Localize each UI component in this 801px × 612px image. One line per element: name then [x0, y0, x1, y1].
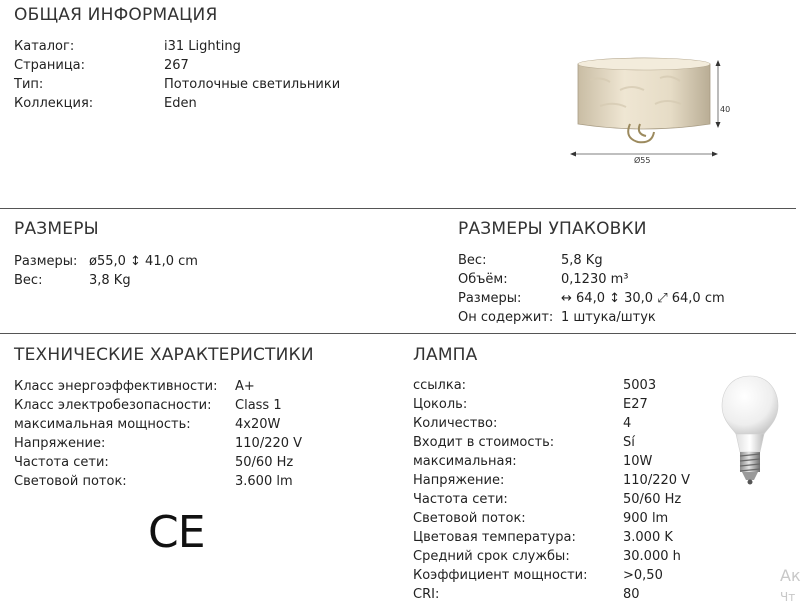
row-value: 267: [164, 58, 189, 73]
row-value: 3.600 lm: [235, 474, 293, 489]
list-item: [14, 37, 414, 56]
row-value: 5003: [623, 378, 657, 393]
row-value: 5,8 Kg: [561, 253, 603, 268]
row-label: Цоколь:: [413, 397, 468, 412]
list-item: [413, 528, 713, 547]
row-label: Частота сети:: [413, 492, 508, 507]
list-item: [413, 471, 713, 490]
row-label: Размеры:: [458, 291, 522, 306]
row-value: 4x20W: [235, 417, 281, 432]
row-label: максимальная мощность:: [14, 417, 191, 432]
divider: [0, 333, 796, 334]
row-label: Средний срок службы:: [413, 549, 570, 564]
list-item: [413, 433, 713, 452]
row-label: Он содержит:: [458, 310, 554, 325]
row-value: 900 lm: [623, 511, 669, 526]
lamp-shade-shape: [578, 58, 710, 142]
row-value: 3,8 Kg: [89, 273, 131, 288]
list-item: [14, 75, 414, 94]
row-value: 80: [623, 587, 640, 602]
list-item: [413, 566, 713, 585]
divider: [0, 208, 796, 209]
row-label: Коллекция:: [14, 96, 94, 111]
row-value: 30.000 h: [623, 549, 681, 564]
list-item: [413, 585, 713, 604]
row-label: Входит в стоимость:: [413, 435, 555, 450]
general-list: [14, 37, 414, 113]
list-item: [14, 56, 414, 75]
list-item: [458, 251, 788, 270]
row-value: Eden: [164, 96, 197, 111]
row-value: 3.000 K: [623, 530, 673, 545]
bulb-icon: [718, 372, 782, 494]
row-label: Световой поток:: [14, 474, 127, 489]
row-label: Вес:: [14, 273, 43, 288]
row-value: 1 штука/штук: [561, 310, 656, 325]
list-item: [14, 94, 414, 113]
list-item: [14, 271, 394, 290]
list-item: [14, 453, 394, 472]
list-item: [458, 270, 788, 289]
row-label: Световой поток:: [413, 511, 526, 526]
row-label: Страница:: [14, 58, 86, 73]
row-label: ссылка:: [413, 378, 467, 393]
list-item: [14, 377, 394, 396]
row-value: Потолочные светильники: [164, 77, 341, 92]
list-item: [14, 396, 394, 415]
list-item: [413, 452, 713, 471]
technical-title: ТЕХНИЧЕСКИЕ ХАРАКТЕРИСТИКИ: [14, 345, 314, 365]
row-label: Каталог:: [14, 39, 75, 54]
row-value: ø55,0 ↕ 41,0 cm: [89, 254, 198, 269]
row-value: 50/60 Hz: [235, 455, 294, 470]
row-label: Класс электробезопасности:: [14, 398, 212, 413]
diameter-label: Ø55: [634, 156, 651, 165]
row-label: Класс энергоэффективности:: [14, 379, 218, 394]
list-item: [413, 490, 713, 509]
list-item: [458, 289, 788, 308]
row-value: 0,1230 m³: [561, 272, 629, 287]
row-value: 50/60 Hz: [623, 492, 682, 507]
row-value: Sí: [623, 435, 635, 450]
general-title: ОБЩАЯ ИНФОРМАЦИЯ: [14, 5, 218, 25]
ce-mark: CE: [148, 507, 205, 558]
row-label: Частота сети:: [14, 455, 109, 470]
dimensions-title: РАЗМЕРЫ: [14, 219, 99, 239]
row-value: E27: [623, 397, 648, 412]
row-value: A+: [235, 379, 255, 394]
product-drawing: [560, 50, 750, 180]
list-item: [413, 376, 713, 395]
row-value: 110/220 V: [623, 473, 691, 488]
row-value: 10W: [623, 454, 653, 469]
dimensions-list: [14, 252, 394, 290]
row-label: Размеры:: [14, 254, 78, 269]
row-label: Напряжение:: [14, 436, 106, 451]
list-item: [458, 308, 788, 327]
row-label: CRI:: [413, 587, 440, 602]
list-item: [413, 547, 713, 566]
row-value: Class 1: [235, 398, 282, 413]
height-label: 40: [720, 105, 731, 114]
lamp-list: [413, 376, 713, 604]
list-item: [413, 395, 713, 414]
watermark-line-2: Чт: [780, 590, 796, 604]
list-item: [413, 414, 713, 433]
row-value: >0,50: [623, 568, 663, 583]
row-value: ↔ 64,0 ↕ 30,0 ⤢ 64,0 cm: [561, 291, 725, 306]
packaging-title: РАЗМЕРЫ УПАКОВКИ: [458, 219, 647, 239]
row-value: 110/220 V: [235, 436, 303, 451]
row-label: Коэффициент мощности:: [413, 568, 588, 583]
list-item: [14, 434, 394, 453]
row-label: Напряжение:: [413, 473, 505, 488]
row-label: Количество:: [413, 416, 498, 431]
technical-list: [14, 377, 394, 491]
row-label: Объём:: [458, 272, 508, 287]
row-label: Тип:: [14, 77, 44, 92]
height-dimension: [716, 60, 721, 128]
list-item: [14, 415, 394, 434]
row-label: Цветовая температура:: [413, 530, 576, 545]
row-label: Вес:: [458, 253, 487, 268]
list-item: [14, 252, 394, 271]
row-label: максимальная:: [413, 454, 517, 469]
packaging-list: [458, 251, 788, 327]
list-item: [14, 472, 394, 491]
row-value: 4: [623, 416, 632, 431]
list-item: [413, 509, 713, 528]
watermark-line-1: Ак: [780, 566, 801, 585]
lamp-title: ЛАМПА: [413, 345, 478, 365]
row-value: i31 Lighting: [164, 39, 241, 54]
